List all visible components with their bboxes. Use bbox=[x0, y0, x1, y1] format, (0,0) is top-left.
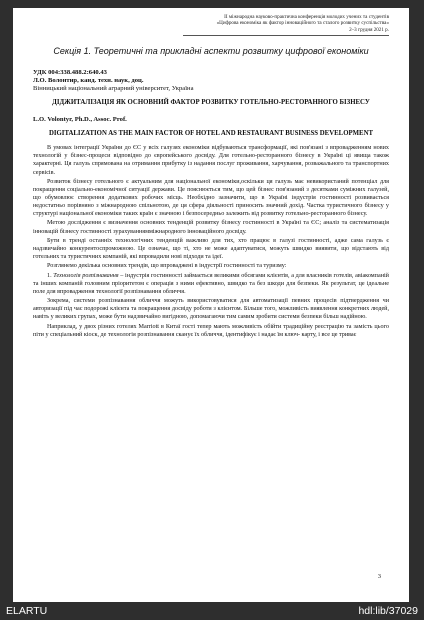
list-item-number: 1. bbox=[47, 272, 52, 279]
body-paragraph-6: Зокрема, системи розпізнавання обличчя можуть використовуватися для автоматизації певних процесів підтвердження чи авторизації під час подорожі клієнта та покращення досвіду роботи з клієнтом. Більше того, можливість виявлення конкретних людей, навіть у великих групах, може бути надзвичайно вигідною, допомагаючи тим самим зробити системи безпеки більш надійною. bbox=[33, 298, 389, 321]
header-line-date: 2–3 грудня 2021 р. bbox=[349, 26, 389, 33]
article-title-en: DIGITALIZATION AS THE MAIN FACTOR OF HOTEL AND RESTAURANT BUSINESS DEVELOPMENT bbox=[48, 129, 374, 137]
body-paragraph-4: Бути в тренді останніх технологічних тенденцій важливо для тих, хто працює в галузі гостинності, адже сама галузь є надзвичайно конкурентоспроможною. Це означає, що ті, хто не може адаптуватися, можуть швидко виявити, що відстають від готельних та туристичних компаній, які впровадили нові підходи та ідеї. bbox=[33, 237, 389, 260]
repository-name: ELARTU bbox=[6, 605, 48, 617]
running-header bbox=[183, 14, 389, 36]
list-item-text: – індустрія гостинності займається великими обсягами клієнтів, а для власників готелів, авіакомпаній та інших компаній головним пріоритетом є операція з ними ефективно, швидко та без шкоди для безпеки. Як результат, це ідеальне поле для впровадження технології розпізнавання обличчя. bbox=[33, 272, 389, 295]
list-item-recognition bbox=[33, 272, 389, 296]
affiliation: Вінницький національний аграрний університет, Україна bbox=[33, 85, 194, 93]
list-item-term: Технологія розпізнавання bbox=[53, 272, 119, 279]
body-paragraph-5: Розглянемо декілька основних трендів, що впроваджені в індустрії гостинності та туризму: bbox=[47, 263, 287, 270]
article-title-ua: ДІДЖИТАЛІЗАЦІЯ ЯК ОСНОВНИЙ ФАКТОР РОЗВИТКУ ГОТЕЛЬНО-РЕСТОРАННОГО БІЗНЕСУ bbox=[52, 99, 370, 107]
body-paragraph-7: Наприклад, у двох різних готелях Marriott в Китаї гості тепер мають можливість обійти традиційну реєстрацію та замість цього піти у спеціальний кіоск, де технологія розпізнавання сканує їх обличчя, ідентифікує і надає їм ключ- карту, і все це триває bbox=[33, 323, 389, 338]
body-paragraph-1: В умовах інтеграції України до ЄС у всіх галузях економіки відбуваються трансформації, які пов'язані з впровадженням нових технологій у бізнес-процеси відповідно до європейського досвіду. Для готельно-ресторанного бізнесу в Україні ці явища також характерні. Ця галузь спрямована на отримання прибутку із надання послуг проживання, харчування, розважального та транспортних сервісів. bbox=[33, 145, 389, 176]
repository-footer bbox=[0, 602, 424, 620]
header-line-conference: II міжнародна науково-практична конференція молодих учених та студентів bbox=[224, 14, 389, 20]
body-paragraph-3: Метою дослідження є визначення основних тенденцій розвитку бізнесу гостинності в Україні та ЄС; аналіз та систематизація інновацій бізнесу гостинності зурахуваннямміжнародного інноваційного досвіду. bbox=[33, 220, 389, 235]
author-ua: Л.О. Волонтир, канд. техн. наук, доц. bbox=[33, 77, 144, 85]
body-paragraph-2: Розвиток бізнесу готельного є актуальним для національної економіки,оскільки ця галузь має невикористаний потенціал для покращення соціально-економічної ситуації держави. Це пояснюється тим, що цей бізнес пов'язаний з десятками суміжних галузей, що обумовлює створення додаткових робочих місць. Необхідно зазначити, що в Україні індустрія гостинності розвивається недостатньо порівняно з міжнародною спільнотою, де ця сфера діяльності приносить значний дохід. Частка туристичного бізнесу у структурі національної економіки таких країн є значною і безпосередньо залежить від розвитку готельно-ресторанного бізнесу. bbox=[33, 178, 389, 218]
page-number: 3 bbox=[377, 573, 381, 580]
author-en: L.O. Volontyr, Ph.D., Assoc. Prof. bbox=[33, 115, 127, 123]
document-page bbox=[13, 8, 409, 602]
header-line-topic: «Цифрова економіка як фактор інноваційного та сталого розвитку суспільства» bbox=[216, 20, 389, 27]
udc-code: УДК 004:338.488.2:640.43 bbox=[33, 69, 107, 77]
section-title: Секція 1. Теоретичні та прикладні аспекти розвитку цифрової економіки bbox=[53, 46, 369, 57]
handle-id: hdl:lib/37029 bbox=[358, 605, 418, 617]
